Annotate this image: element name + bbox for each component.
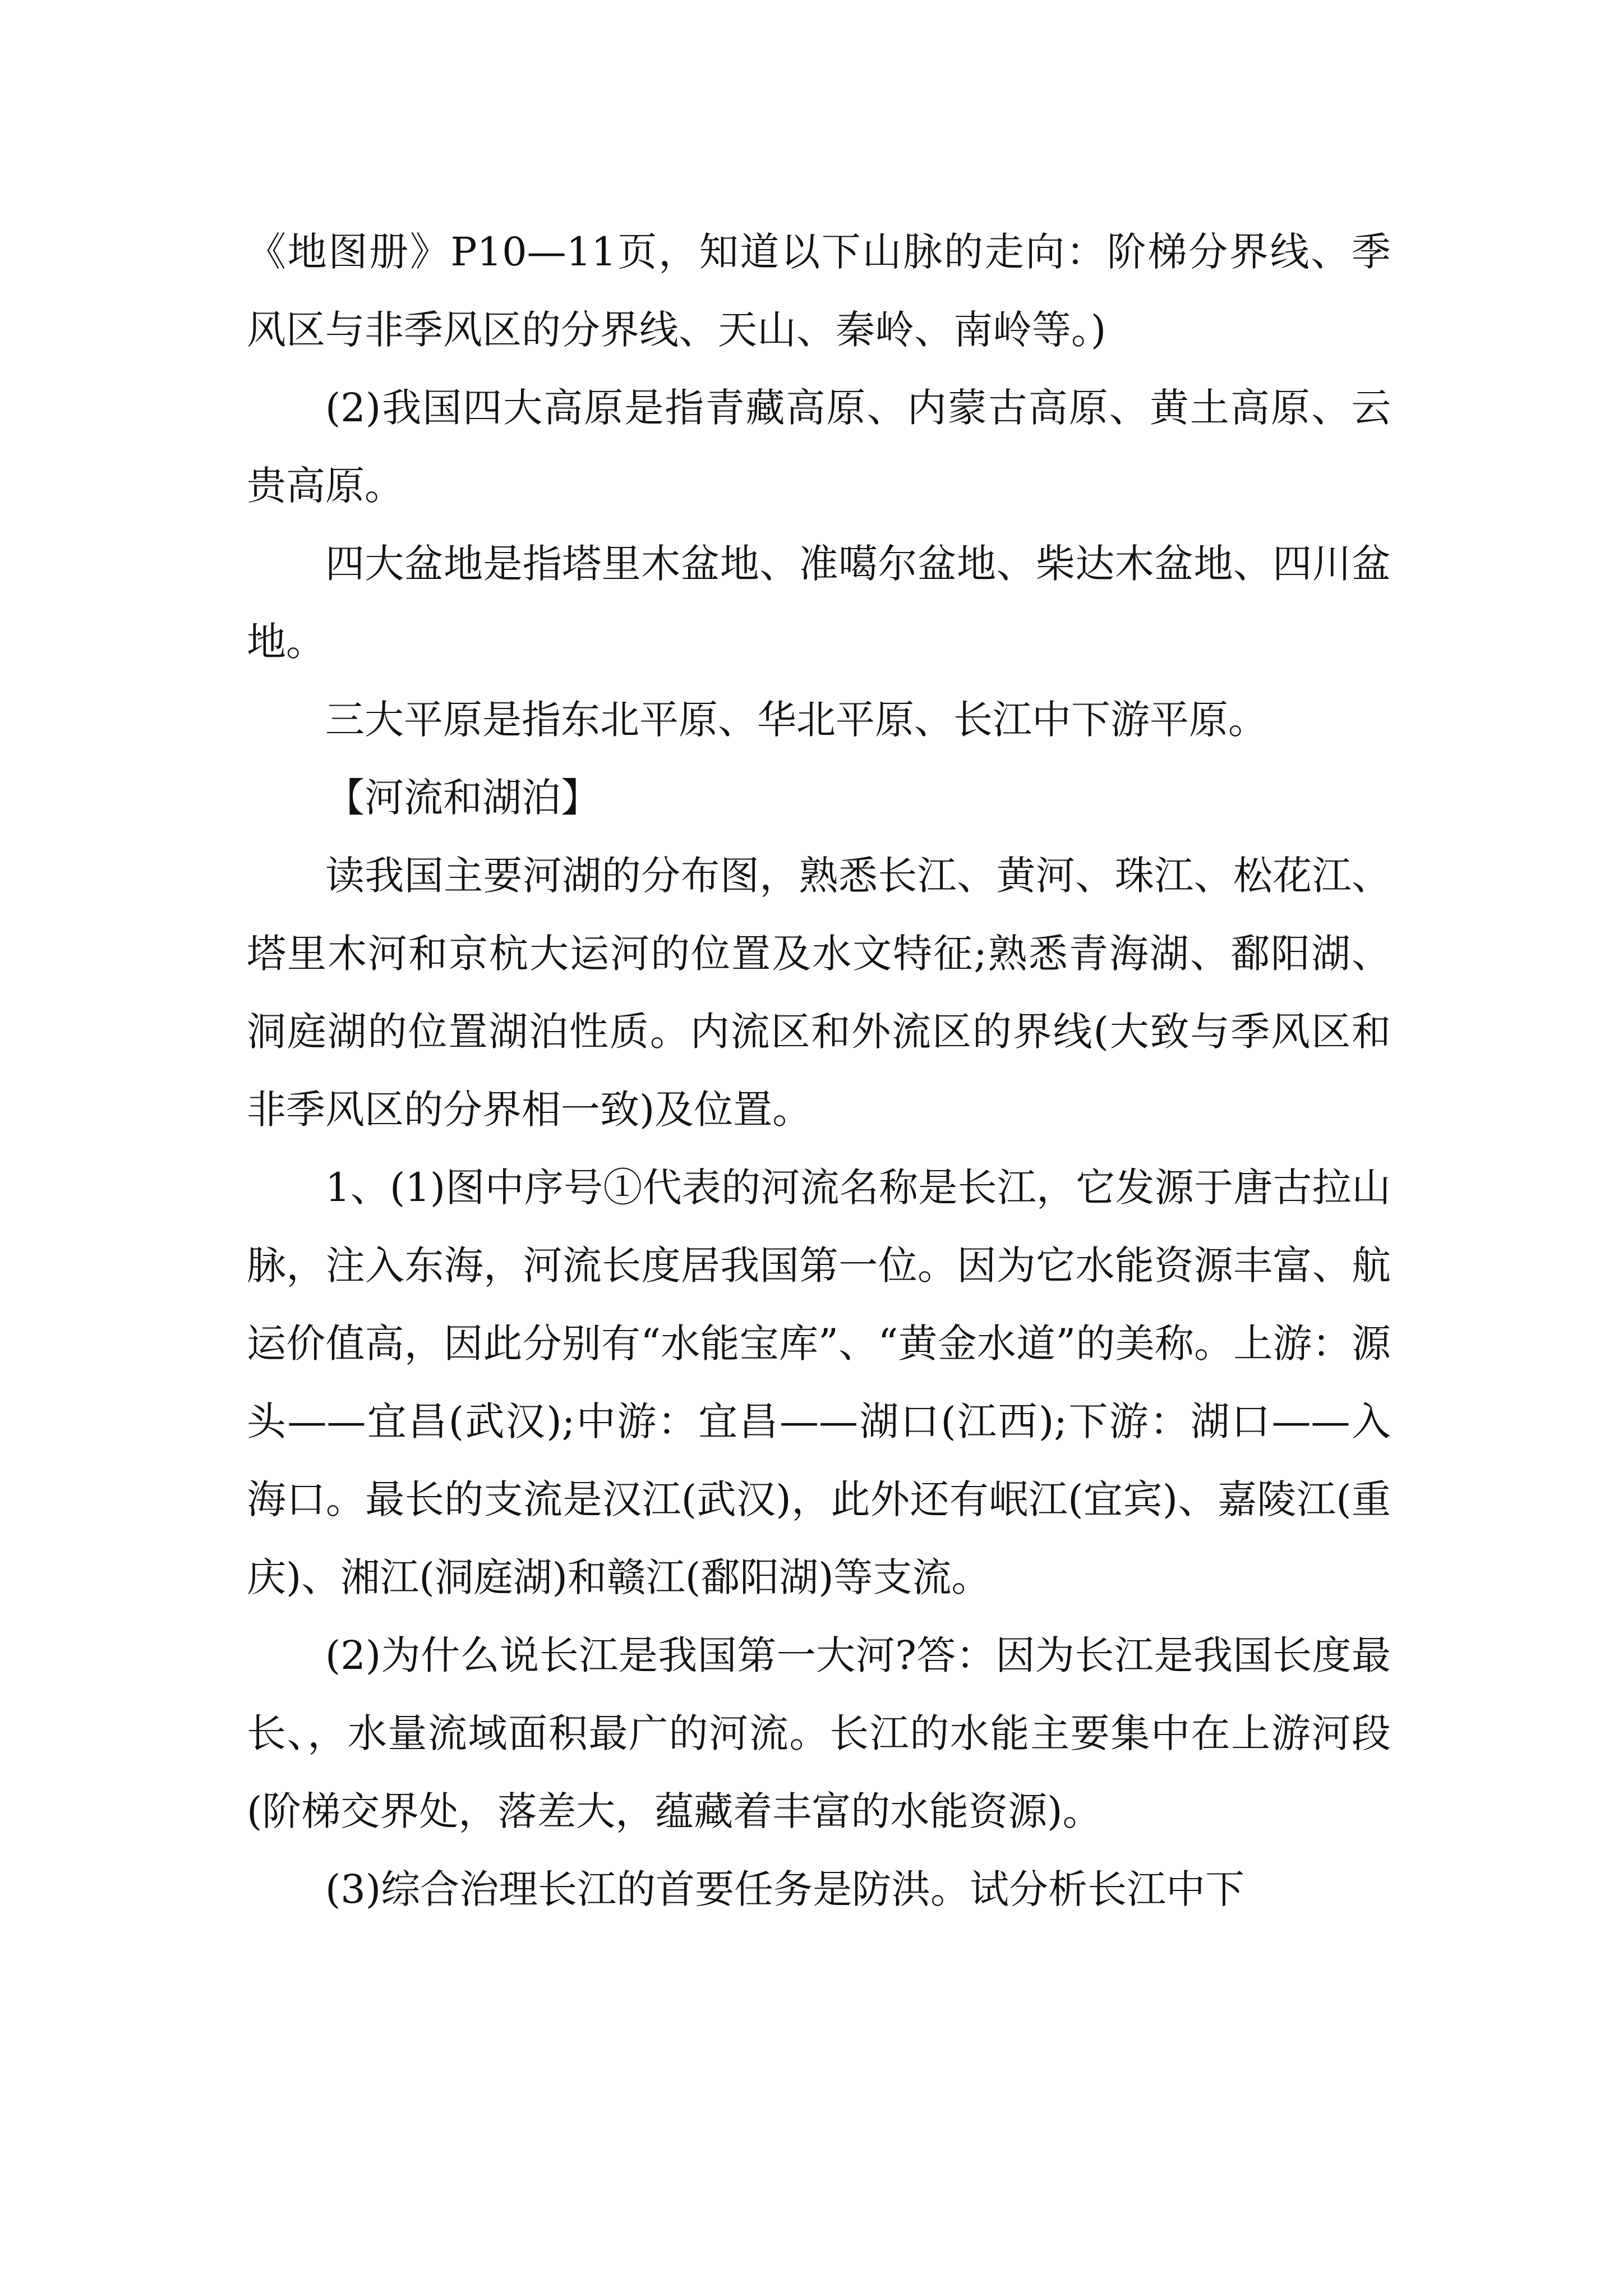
paragraph-four-plateaus: (2)我国四大高原是指青藏高原、内蒙古高原、黄土高原、云贵高原。 — [247, 385, 1391, 509]
paragraph-rivers-overview: 读我国主要河湖的分布图，熟悉长江、黄河、珠江、松花江、塔里木河和京杭大运河的位置及水文特征;熟悉青海湖、鄱阳湖、洞庭湖的位置湖泊性质。内流区和外流区的界线(大致与季风区和非季风区的分界相一致)及位置。 — [247, 853, 1391, 1133]
paragraph-yangtze-question-1: 1、(1)图中序号①代表的河流名称是长江，它发源于唐古拉山脉，注入东海，河流长度居我国第一位。因为它水能资源丰富、航运价值高，因此分别有“水能宝库”、“黄金水道”的美称。上游：源头——宜昌(武汉);中游：宜昌——湖口(江西);下游：湖口——入海口。最长的支流是汉江(武汉)，此外还有岷江(宜宾)、嘉陵江(重庆)、湘江(洞庭湖)和赣江(鄱阳湖)等支流。 — [247, 1165, 1391, 1600]
paragraph-three-plains: 三大平原是指东北平原、华北平原、长江中下游平原。 — [325, 697, 1267, 743]
paragraph-yangtze-question-3: (3)综合治理长江的首要任务是防洪。试分析长江中下 — [325, 1866, 1245, 1912]
paragraph-four-basins: 四大盆地是指塔里木盆地、准噶尔盆地、柴达木盆地、四川盆地。 — [247, 541, 1391, 665]
paragraph-yangtze-question-2: (2)为什么说长江是我国第一大河?答：因为长江是我国长度最长、，水量流域面积最广的河流。长江的水能主要集中在上游河段(阶梯交界处，落差大，蕴藏着丰富的水能资源)。 — [247, 1632, 1391, 1834]
section-heading-rivers-lakes: 【河流和湖泊】 — [325, 775, 600, 821]
paragraph-mountain-ranges: 《地图册》P10—11页，知道以下山脉的走向：阶梯分界线、季风区与非季风区的分界线、天山、秦岭、南岭等。) — [247, 229, 1391, 353]
document-page — [247, 213, 1391, 1929]
